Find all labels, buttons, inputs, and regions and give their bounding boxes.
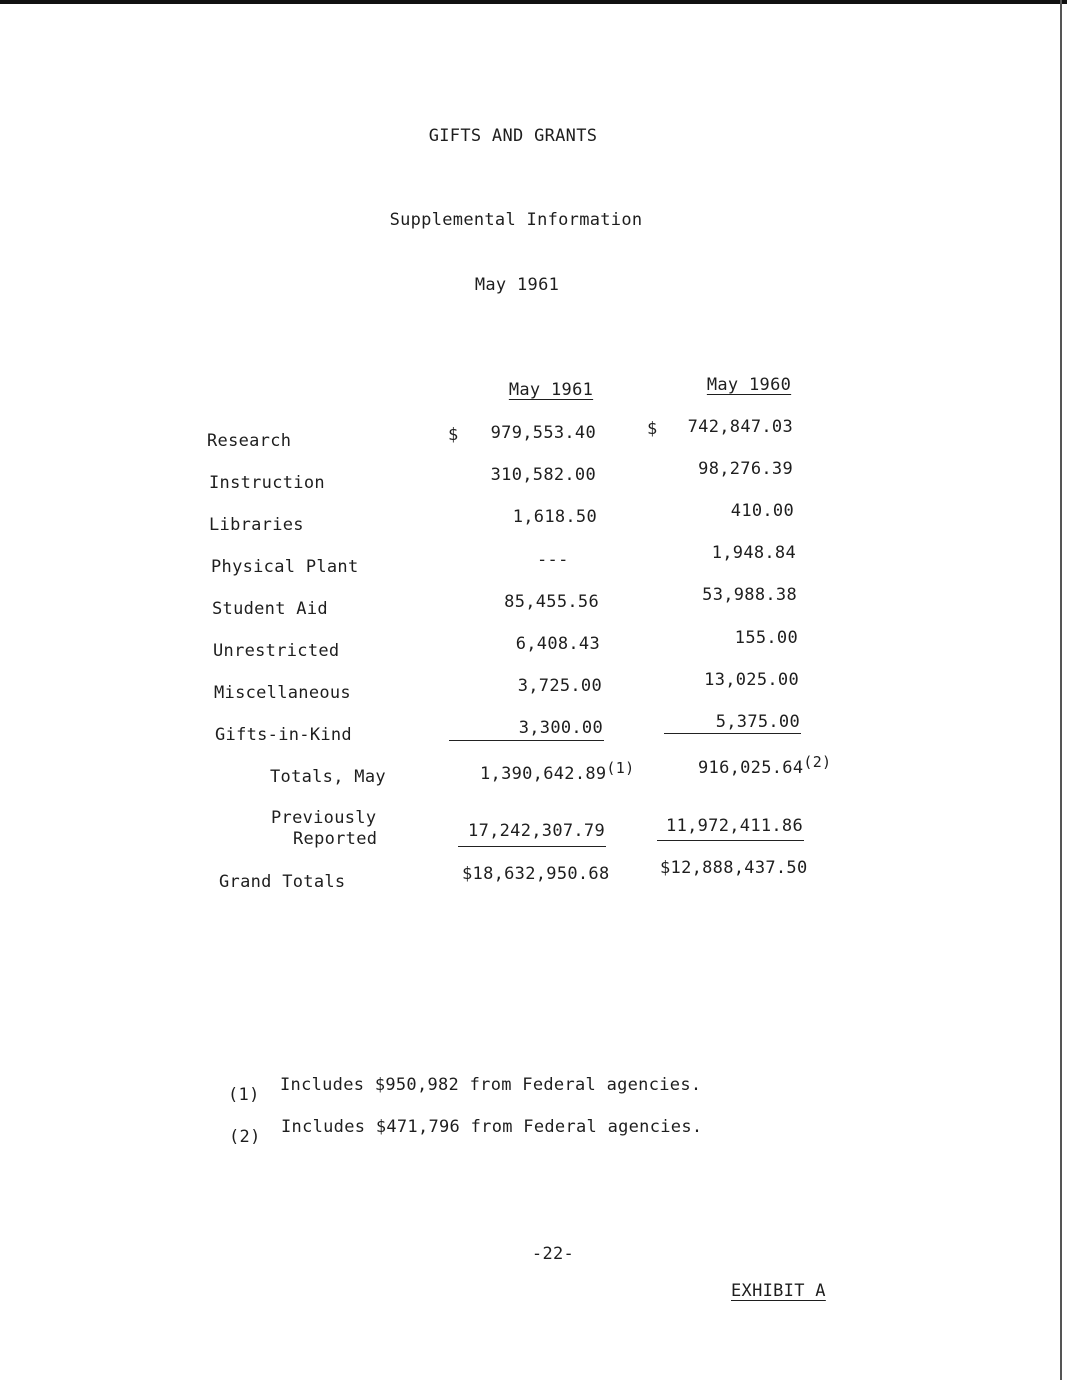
previously-reported-label-line1: Previously [271,808,377,828]
footnote-2-marker: (2) [229,1127,261,1147]
currency-symbol-col1: $ [448,425,459,445]
totals-may-1960-value: 916,025.64 [698,758,804,778]
page-top-edge [0,0,1067,4]
grand-total-1961: $18,632,950.68 [462,864,610,884]
value-physical-plant-1961: --- [537,550,569,570]
totals-may-1961-value: 1,390,642.89 [480,764,607,784]
row-label-instruction: Instruction [209,473,325,493]
value-physical-plant-1960: 1,948.84 [711,543,796,563]
value-unrestricted-1961: 6,408.43 [515,634,600,654]
previously-reported-1961: 17,242,307.79 [468,821,605,841]
previously-reported-1960: 11,972,411.86 [666,816,803,836]
totals-may-1961 [480,759,634,784]
page-subtitle: Supplemental Information [389,210,643,230]
total-rule-1960 [657,840,804,841]
value-miscellaneous-1960: 13,025.00 [704,670,799,690]
value-gifts-in-kind-1961: 3,300.00 [518,718,603,738]
value-research-1960: 742,847.03 [687,417,793,437]
value-miscellaneous-1961: 3,725.00 [517,676,602,696]
value-instruction-1961: 310,582.00 [490,465,596,485]
footnote-1-marker: (1) [228,1085,260,1105]
value-instruction-1960: 98,276.39 [698,459,793,479]
row-label-gifts-in-kind: Gifts-in-Kind [215,725,352,745]
value-unrestricted-1960: 155.00 [734,628,798,648]
exhibit-label: EXHIBIT A [731,1281,826,1301]
footnote-ref-2: (2) [803,753,832,771]
row-label-unrestricted: Unrestricted [213,641,340,661]
value-libraries-1960: 410.00 [730,501,794,521]
totals-may-1960 [698,753,831,778]
value-research-1961: 979,553.40 [490,423,596,443]
footnote-1-text: Includes $950,982 from Federal agencies. [280,1075,702,1095]
value-student-aid-1960: 53,988.38 [702,585,797,605]
grand-total-1960: $12,888,437.50 [660,858,808,878]
period-heading: May 1961 [474,275,560,295]
row-label-student-aid: Student Aid [212,599,328,619]
totals-may-label: Totals, May [270,767,386,787]
page-number: -22- [531,1244,575,1264]
column-header-may-1960: May 1960 [706,375,792,395]
previously-reported-label-line2: Reported [293,829,378,849]
footnote-ref-1: (1) [606,759,635,777]
grand-totals-label: Grand Totals [219,872,346,892]
column-header-may-1961: May 1961 [508,380,594,400]
footnote-2-text: Includes $471,796 from Federal agencies. [281,1117,703,1137]
row-label-research: Research [207,431,292,451]
value-gifts-in-kind-1960: 5,375.00 [715,712,800,732]
value-libraries-1961: 1,618.50 [512,507,597,527]
row-label-miscellaneous: Miscellaneous [214,683,351,703]
subtotal-rule-1961 [449,740,604,741]
row-label-libraries: Libraries [209,515,304,535]
row-label-physical-plant: Physical Plant [211,557,359,577]
total-rule-1961 [458,846,606,847]
value-student-aid-1961: 85,455.56 [504,592,599,612]
subtotal-rule-1960 [664,733,801,734]
page-title: GIFTS AND GRANTS [428,126,598,146]
currency-symbol-col2: $ [647,419,658,439]
page-right-edge [1060,0,1062,1380]
